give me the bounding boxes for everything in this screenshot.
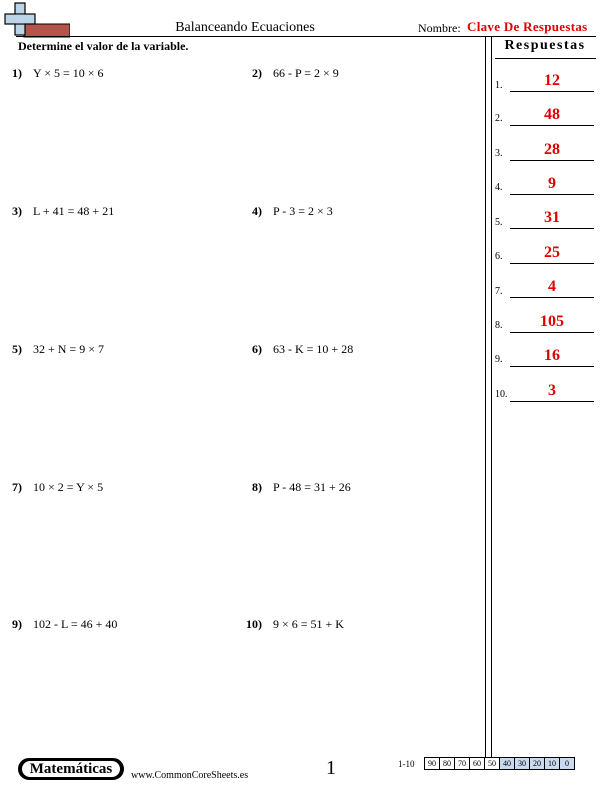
- answer-value: 105: [540, 313, 564, 330]
- answer-line: [510, 228, 594, 229]
- score-cell: 20: [530, 758, 545, 770]
- problem-item: [240, 480, 351, 495]
- problem-equation: 32 + N = 9 × 7: [33, 342, 104, 356]
- problem-item: [0, 617, 117, 632]
- problem-equation: 66 - P = 2 × 9: [273, 66, 339, 80]
- problem-item: [240, 617, 344, 632]
- header-divider: [16, 36, 596, 37]
- score-cell: 0: [560, 758, 575, 770]
- instructions: Determine el valor de la variable.: [18, 39, 189, 53]
- problem-equation: Y × 5 = 10 × 6: [33, 66, 104, 80]
- score-table: [424, 757, 575, 770]
- answer-line: [510, 194, 594, 195]
- answer-number: 9.: [495, 354, 503, 365]
- score-cell: 30: [515, 758, 530, 770]
- answer-number: 5.: [495, 217, 503, 228]
- brand-label: Matemáticas: [21, 760, 121, 778]
- problem-item: [240, 66, 339, 81]
- problem-item: [0, 66, 104, 81]
- answer-number: 3.: [495, 148, 503, 159]
- score-range-label: 1-10: [398, 759, 415, 769]
- worksheet-title: Balanceando Ecuaciones: [175, 20, 315, 35]
- page-number: 1: [326, 757, 336, 779]
- problem-number: 8): [252, 480, 262, 494]
- problem-number: 1): [12, 66, 22, 80]
- problem-item: [240, 204, 333, 219]
- answer-value: 4: [548, 278, 556, 295]
- problem-equation: 10 × 2 = Y × 5: [33, 480, 104, 494]
- answer-number: 6.: [495, 251, 503, 262]
- answers-title: Respuestas: [504, 38, 586, 53]
- score-cell: 10: [545, 758, 560, 770]
- answer-value: 25: [544, 244, 560, 261]
- name-value: Clave De Respuestas: [467, 19, 588, 34]
- score-cell: 50: [485, 758, 500, 770]
- answer-line: [510, 401, 594, 402]
- problem-equation: 63 - K = 10 + 28: [273, 342, 354, 356]
- problem-item: [0, 204, 114, 219]
- score-cell: 80: [440, 758, 455, 770]
- problem-number: 5): [12, 342, 22, 356]
- answer-value: 28: [544, 141, 560, 158]
- answers-divider: [495, 58, 596, 59]
- answer-line: [510, 332, 594, 333]
- answer-number: 2.: [495, 113, 503, 124]
- answer-value: 3: [548, 382, 556, 399]
- problem-equation: P - 3 = 2 × 3: [273, 204, 333, 218]
- problem-equation: 102 - L = 46 + 40: [33, 617, 118, 631]
- answer-number: 8.: [495, 320, 503, 331]
- answer-value: 12: [544, 72, 560, 89]
- answer-line: [510, 91, 594, 92]
- problem-number: 3): [12, 204, 22, 218]
- answer-line: [510, 160, 594, 161]
- score-cell: 60: [470, 758, 485, 770]
- problem-number: 9): [12, 617, 22, 631]
- footer-url: www.CommonCoreSheets.es: [131, 770, 249, 781]
- answer-number: 4.: [495, 182, 503, 193]
- answer-value: 16: [544, 347, 560, 364]
- score-cell: 40: [500, 758, 515, 770]
- answer-line: [510, 125, 594, 126]
- answer-value: 9: [548, 175, 556, 192]
- problem-number: 10): [246, 617, 262, 631]
- answer-number: 1.: [495, 80, 503, 91]
- answer-value: 31: [544, 209, 560, 226]
- answer-number: 7.: [495, 286, 503, 297]
- answer-line: [510, 297, 594, 298]
- problem-number: 2): [252, 66, 262, 80]
- score-cell: 70: [455, 758, 470, 770]
- answer-line: [510, 263, 594, 264]
- answer-number: 10.: [495, 389, 508, 400]
- column-divider: [485, 36, 492, 758]
- problem-number: 4): [252, 204, 262, 218]
- name-label: Nombre:: [418, 21, 461, 35]
- problem-equation: P - 48 = 31 + 26: [273, 480, 351, 494]
- problem-number: 7): [12, 480, 22, 494]
- problem-item: [0, 342, 104, 357]
- problem-number: 6): [252, 342, 262, 356]
- answer-line: [510, 366, 594, 367]
- problem-equation: 9 × 6 = 51 + K: [273, 617, 344, 631]
- problem-item: [0, 480, 103, 495]
- problem-equation: L + 41 = 48 + 21: [33, 204, 115, 218]
- problem-item: [240, 342, 353, 357]
- answer-value: 48: [544, 106, 560, 123]
- score-cell: 90: [425, 758, 440, 770]
